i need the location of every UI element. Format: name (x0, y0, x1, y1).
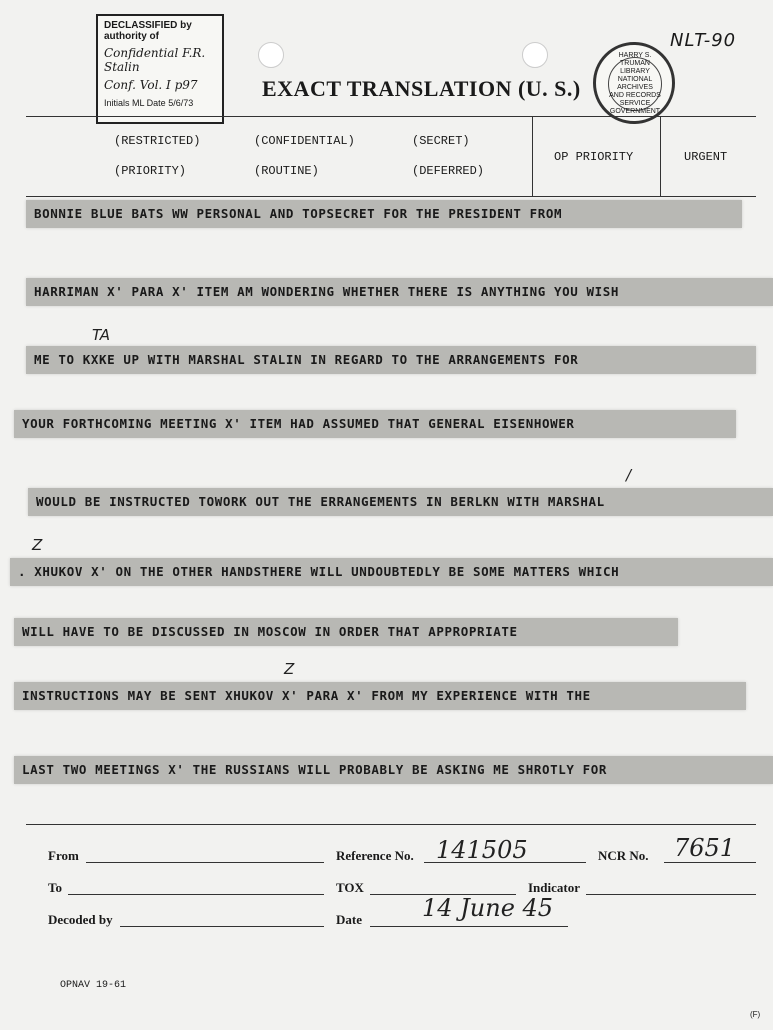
class-restricted: (RESTRICTED) (114, 134, 201, 148)
stamp-initials: Initials ML Date 5/6/73 (104, 98, 194, 108)
class-deferred: (DEFERRED) (412, 164, 485, 178)
ncr-value: 7651 (674, 834, 736, 862)
handwritten-z-1: Z (32, 536, 43, 554)
header-divider-2 (660, 116, 661, 196)
message-line-3: ME TO KXKE UP WITH MARSHAL STALIN IN REGARD TO THE ARRANGEMENTS FOR (26, 346, 756, 374)
indicator-field (586, 894, 756, 895)
page-title: EXACT TRANSLATION (U. S.) (262, 76, 581, 101)
date-value: 14 June 45 (422, 894, 554, 922)
from-label: From (48, 848, 79, 863)
punch-hole-right (522, 42, 548, 68)
class-confidential: (CONFIDENTIAL) (254, 134, 355, 148)
indicator-label: Indicator (528, 880, 580, 895)
message-line-4: YOUR FORTHCOMING MEETING X' ITEM HAD ASSUMED THAT GENERAL EISENHOWER (14, 410, 736, 438)
reference-value: 141505 (436, 836, 528, 864)
header-rule-bottom (26, 196, 756, 197)
ncr-label: NCR No. (598, 848, 649, 863)
class-urgent: URGENT (684, 150, 728, 164)
form-number: OPNAV 19-61 (60, 980, 127, 991)
punch-hole-left (258, 42, 284, 68)
class-op-priority: OP PRIORITY (554, 150, 634, 164)
to-label: To (48, 880, 62, 895)
corner-note: NLT-90 (670, 30, 737, 51)
ncr-field (664, 862, 756, 863)
message-line-8: INSTRUCTIONS MAY BE SENT XHUKOV X' PARA X' FROM MY EXPERIENCE WITH THE (14, 682, 746, 710)
handwritten-ta: TA (92, 326, 111, 344)
corner-mark: (F) (750, 1010, 761, 1019)
class-priority: (PRIORITY) (114, 164, 187, 178)
stamp-signature-2: Conf. Vol. I p97 (104, 78, 198, 92)
message-line-7: WILL HAVE TO BE DISCUSSED IN MOSCOW IN ORDER THAT APPROPRIATE (14, 618, 678, 646)
archives-seal (593, 42, 675, 124)
form-rule (26, 824, 756, 825)
message-line-2: HARRIMAN X' PARA X' ITEM AM WONDERING WHETHER THERE IS ANYTHING YOU WISH (26, 278, 773, 306)
to-field (68, 894, 324, 895)
message-line-1: BONNIE BLUE BATS WW PERSONAL AND TOPSECRET FOR THE PRESIDENT FROM (26, 200, 742, 228)
reference-label: Reference No. (336, 848, 414, 863)
class-secret: (SECRET) (412, 134, 470, 148)
declassification-stamp (96, 14, 224, 124)
tox-label: TOX (336, 880, 364, 895)
message-line-5: WOULD BE INSTRUCTED TOWORK OUT THE ERRANGEMENTS IN BERLKN WITH MARSHAL (28, 488, 773, 516)
header-rule-top (26, 116, 756, 117)
decoded-by-field (120, 926, 324, 927)
handwritten-z-2: Z (284, 660, 295, 678)
class-routine: (ROUTINE) (254, 164, 319, 178)
decoded-by-label: Decoded by (48, 912, 113, 927)
seal-text: HARRY S. TRUMAN LIBRARY NATIONAL ARCHIVES AND RECORDS SERVICE GOVERNMENT (609, 52, 661, 115)
header-divider-1 (532, 116, 533, 196)
date-label: Date (336, 912, 362, 927)
handwritten-tick: / (626, 466, 632, 484)
message-line-9: LAST TWO MEETINGS X' THE RUSSIANS WILL PROBABLY BE ASKING ME SHROTLY FOR (14, 756, 773, 784)
date-field (370, 926, 568, 927)
from-field (86, 862, 324, 863)
message-line-6: . XHUKOV X' ON THE OTHER HANDSTHERE WILL UNDOUBTEDLY BE SOME MATTERS WHICH (10, 558, 773, 586)
stamp-heading: DECLASSIFIED by authority of (104, 20, 192, 42)
stamp-signature-1: Confidential F.R. Stalin (104, 46, 206, 74)
